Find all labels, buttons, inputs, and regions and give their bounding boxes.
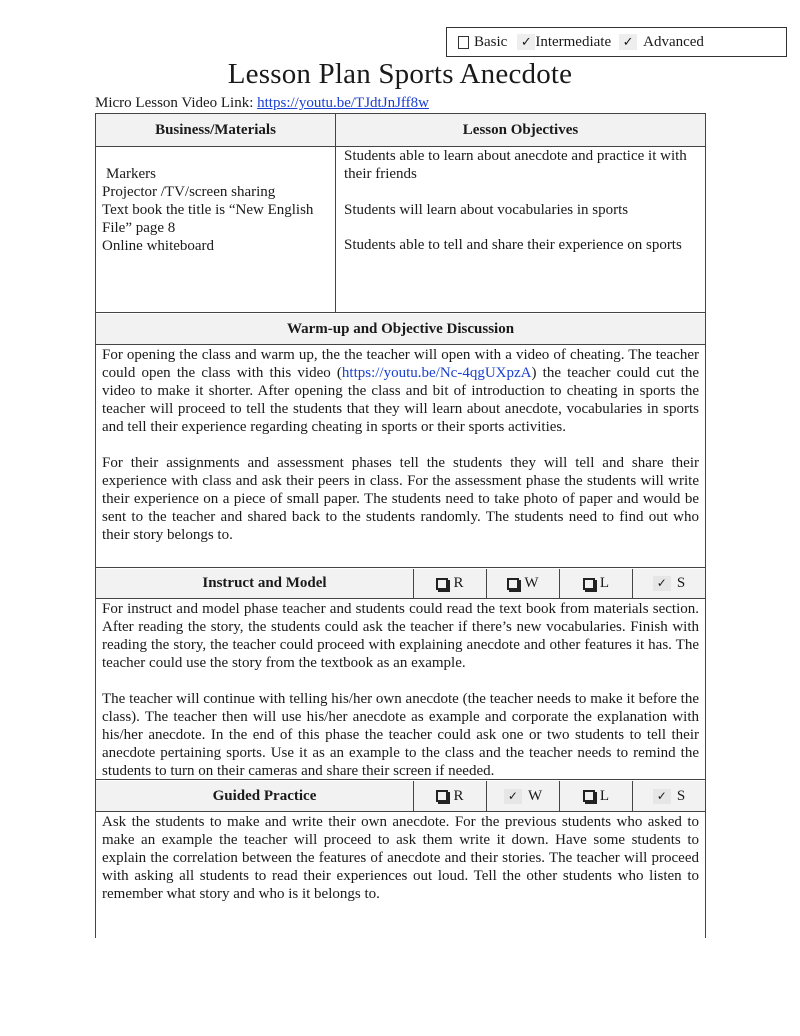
materials-objectives-header (96, 114, 705, 147)
objective-item: Students able to tell and share their experience on sports (344, 237, 682, 253)
skill-label: L (599, 575, 610, 591)
instruct-paragraph-2: The teacher will continue with telling his/her own anecdote (the teacher needs to make it before the class). The teacher then will use his/her anecdote as example and corporate the explanation with his/her anecdote. In the end of this phase the teacher could ask one or two students to tell their anecdote pertaining sports. Use it as an example to the class and the teacher needs to remind the students to turn on their cameras and share their screen if needed. (102, 691, 699, 779)
objective-item: Students able to learn about anecdote and practice it with their friends (344, 148, 687, 182)
warmup-text: ) the teacher could cut the video to make it shorter. After opening the class and bit of introduction to cheating in sports the teacher will proceed to tell the students that they will learn about anecdote, vocabularies in sports and tell their experience regarding cheating in sports or their sports activities. (102, 365, 699, 435)
check-icon: ✓ (653, 576, 671, 591)
skill-speaking[interactable] (632, 781, 705, 811)
unchecked-box-icon (583, 578, 595, 590)
video-link[interactable]: https://youtu.be/TJdtJnJff8w (257, 95, 429, 111)
check-icon: ✓ (504, 789, 522, 804)
skill-label: W (524, 575, 539, 591)
warmup-title: Warm-up and Objective Discussion (286, 320, 515, 337)
material-item: Text book the title is “New English File” page 8 (102, 202, 314, 236)
objectives-header: Lesson Objectives (462, 121, 579, 138)
skill-speaking[interactable] (632, 569, 705, 598)
skill-reading[interactable] (413, 569, 486, 598)
guided-skills (413, 781, 705, 811)
level-basic[interactable] (455, 34, 507, 51)
skill-label: S (676, 575, 686, 591)
unchecked-box-icon (436, 578, 448, 590)
guided-body (96, 813, 705, 939)
video-link-line (95, 95, 429, 112)
warmup-header (96, 314, 705, 345)
guided-title: Guided Practice (212, 787, 317, 804)
warmup-paragraph-2: For their assignments and assessment phases tell the students they will tell and share their experience with class and ask their peers in class. For the assessment phase the students will write their experience on a piece of small paper. The students need to take photo of paper and would be sent to the teacher and shared back to the students randomly. The students need to find out who their story belongs to. (102, 455, 699, 543)
unchecked-box-icon (507, 578, 519, 590)
warmup-paragraph-1 (102, 346, 699, 436)
instruct-body (96, 600, 705, 780)
check-icon: ✓ (619, 34, 637, 50)
skill-listening[interactable] (559, 781, 632, 811)
level-basic-label: Basic (474, 33, 508, 50)
skill-label: S (676, 787, 686, 804)
instruct-skills (413, 569, 705, 598)
lesson-table (95, 113, 706, 938)
warmup-body (96, 346, 705, 568)
materials-objectives-body (96, 147, 705, 313)
skill-reading[interactable] (413, 781, 486, 811)
material-item: Online whiteboard (102, 238, 215, 254)
unchecked-box-icon (436, 790, 448, 802)
guided-paragraph-1: Ask the students to make and write their own anecdote. For the previous students who asked to make an example the teacher will proceed to ask them write it down. Have some students to explain the correlation between the features of anecdote and their stories. The teacher will proceed with asking all students to read their experiences out loud. Tell the other students who listen to remember what story and who is it belongs to. (102, 814, 699, 902)
level-intermediate-label: Intermediate (535, 33, 612, 50)
materials-list (96, 147, 336, 312)
skill-label: L (599, 787, 610, 804)
material-item: Markers (106, 166, 156, 182)
unchecked-box-icon (458, 36, 469, 49)
skill-label: R (453, 787, 464, 804)
cheating-video-link[interactable]: https://youtu.be/Nc-4qgUXpzA (341, 365, 532, 381)
page-title: Lesson Plan Sports Anecdote (227, 58, 573, 90)
materials-header: Business/Materials (96, 114, 336, 146)
skill-label: W (527, 787, 543, 804)
instruct-title: Instruct and Model (202, 575, 327, 591)
level-intermediate[interactable] (517, 34, 611, 51)
skill-writing[interactable] (486, 569, 559, 598)
objectives-list (336, 147, 705, 312)
level-advanced-label: Advanced (643, 33, 704, 50)
level-advanced[interactable] (619, 34, 704, 51)
unchecked-box-icon (583, 790, 595, 802)
check-icon: ✓ (653, 789, 671, 804)
instruct-header (96, 569, 705, 599)
check-icon: ✓ (517, 34, 535, 50)
warmup-text: For opening the class and warm up, the the teacher will open with a video of cheating. The teacher could open the class with this video ( (102, 347, 699, 381)
instruct-paragraph-1: For instruct and model phase teacher and students could read the text book from materials section. After reading the story, the students could ask the teacher if there’s new vocabularies. Finish with reading the story, the teacher could proceed with explaining anecdote and other features it has. The teacher could use the story from the textbook as an example. (102, 601, 699, 671)
skill-label: R (453, 575, 464, 591)
level-selector (446, 27, 787, 57)
video-link-label: Micro Lesson Video Link: (95, 95, 258, 111)
skill-listening[interactable] (559, 569, 632, 598)
guided-header (96, 781, 705, 812)
material-item: Projector /TV/screen sharing (102, 184, 276, 200)
skill-writing[interactable] (486, 781, 559, 811)
objective-item: Students will learn about vocabularies in sports (344, 202, 629, 218)
